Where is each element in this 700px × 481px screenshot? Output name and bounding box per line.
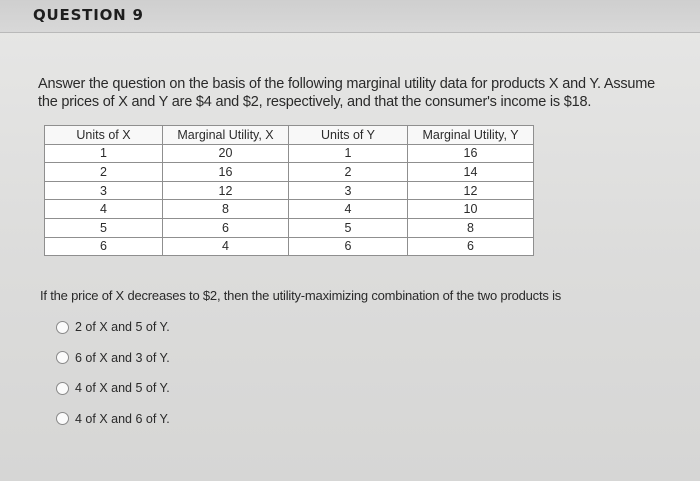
table-cell: 5 [289, 218, 408, 237]
table-cell: 1 [45, 144, 163, 163]
question-header [0, 0, 700, 33]
table-cell: 5 [45, 218, 163, 237]
table-cell: 4 [45, 200, 163, 219]
option-label: 2 of X and 5 of Y. [75, 320, 170, 335]
table-cell: 10 [408, 200, 534, 219]
followup-question: If the price of X decreases to $2, then the utility-maximizing combination of the two products is [40, 288, 562, 303]
table-cell: 6 [163, 218, 289, 237]
table-cell: 6 [408, 237, 534, 256]
marginal-utility-table [44, 125, 534, 256]
table-cell: 2 [289, 163, 408, 182]
question-prompt [38, 75, 698, 111]
answer-option-c[interactable] [56, 373, 170, 404]
table-cell: 16 [163, 163, 289, 182]
table-row [45, 218, 534, 237]
table-cell: 14 [408, 163, 534, 182]
answer-option-a[interactable] [56, 312, 170, 343]
table-row [45, 144, 534, 163]
prompt-line-2: the prices of X and Y are $4 and $2, respectively, and that the consumer's income is $18. [38, 94, 592, 110]
table-row [45, 237, 534, 256]
radio-button[interactable] [56, 351, 69, 364]
table-header-row [45, 126, 534, 145]
radio-button[interactable] [56, 321, 69, 334]
table-cell: 16 [408, 144, 534, 163]
question-title: QUESTION 9 [33, 6, 144, 24]
table-cell: 3 [289, 181, 408, 200]
table-cell: 4 [163, 237, 289, 256]
table-cell: 12 [163, 181, 289, 200]
table-cell: 2 [45, 163, 163, 182]
option-label: 4 of X and 5 of Y. [75, 381, 170, 396]
answer-options [56, 312, 170, 434]
prompt-line-1: Answer the question on the basis of the following marginal utility data for products X and Y. Assume [38, 76, 656, 92]
header-marginal-utility-x: Marginal Utility, X [163, 126, 289, 145]
answer-option-d[interactable] [56, 404, 170, 435]
radio-button[interactable] [56, 412, 69, 425]
table-cell: 8 [163, 200, 289, 219]
table-row [45, 181, 534, 200]
table-cell: 6 [289, 237, 408, 256]
table-cell: 12 [408, 181, 534, 200]
table-cell: 6 [45, 237, 163, 256]
answer-option-b[interactable] [56, 343, 170, 374]
option-label: 6 of X and 3 of Y. [75, 350, 170, 365]
header-units-x: Units of X [45, 126, 163, 145]
table-row [45, 163, 534, 182]
header-marginal-utility-y: Marginal Utility, Y [408, 126, 534, 145]
table-cell: 20 [163, 144, 289, 163]
option-label: 4 of X and 6 of Y. [75, 411, 170, 426]
table-cell: 8 [408, 218, 534, 237]
radio-button[interactable] [56, 382, 69, 395]
table-row [45, 200, 534, 219]
table-cell: 1 [289, 144, 408, 163]
table-cell: 3 [45, 181, 163, 200]
header-units-y: Units of Y [289, 126, 408, 145]
table-cell: 4 [289, 200, 408, 219]
